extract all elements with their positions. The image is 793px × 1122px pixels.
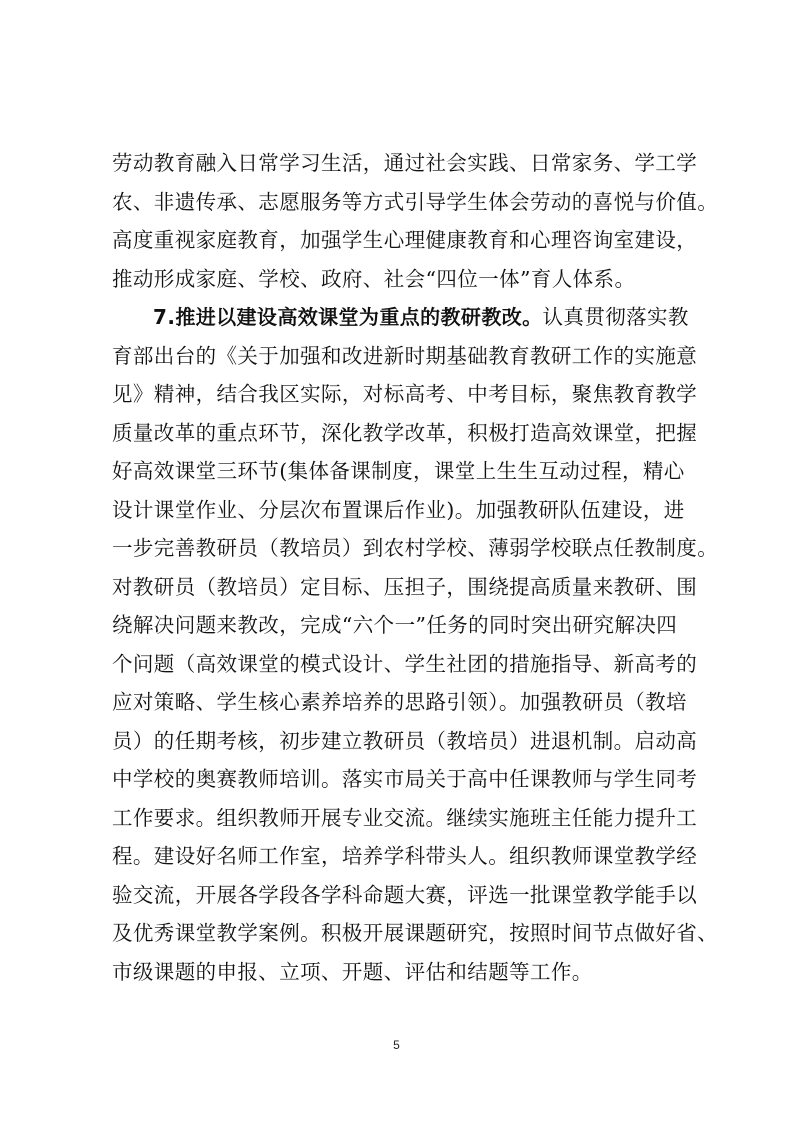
text-line: 推动形成家庭、学校、政府、社会“四位一体”育人体系。 (112, 266, 636, 291)
text-line: 验交流，开展各学段各学科命题大赛，评选一批课堂教学能手以 (112, 882, 698, 907)
text-line: 员）的任期考核，初步建立教研员（教培员）进退机制。启动高 (112, 728, 698, 753)
body-text (112, 144, 719, 991)
text-line: 见》精神，结合我区实际，对标高考、中考目标，聚焦教育教学 (112, 382, 698, 406)
text-line: 绕解决问题来教改，完成“六个一”任务的同时突出研究解决四 (112, 613, 678, 637)
section-7-first-line (112, 298, 702, 337)
text-line: 好高效课堂三环节(集体备课制度，课堂上生生互动过程，精心 (112, 459, 685, 483)
text-line: 高度重视家庭教育，加强学生心理健康教育和心理咨询室建设， (112, 228, 698, 252)
text-line: 应对策略、学生核心素养培养的思路引领）。加强教研员（教培 (112, 690, 687, 714)
text-line: 程。建设好名师工作室，培养学科带头人。组织教师课堂教学经 (112, 844, 698, 868)
text-line: 对教研员（教培员）定目标、压担子，围绕提高质量来教研、围 (112, 574, 698, 599)
text-line: 劳动教育融入日常学习生活，通过社会实践、日常家务、学工学 (112, 151, 698, 175)
text-line: 育部出台的《关于加强和改进新时期基础教育教研工作的实施意 (112, 343, 698, 368)
text-line: 及优秀课堂教学案例。积极开展课题研究，按照时间节点做好省、 (112, 921, 719, 945)
text-line: 质量改革的重点环节，深化教学改革，积极打造高效课堂，把握 (112, 420, 698, 445)
text-line: 设计课堂作业、分层次布置课后作业)。加强教研队伍建设，进 (112, 497, 685, 522)
text-line: 个问题（高效课堂的模式设计、学生社团的措施指导、新高考的 (112, 651, 698, 676)
text-line: 市级课题的申报、立项、开题、评估和结题等工作。 (112, 959, 593, 984)
page-number: 5 (393, 1038, 400, 1052)
section-text-start: 认真贯彻落实教 (542, 305, 689, 329)
text-line: 农、非遗传承、志愿服务等方式引导学生体会劳动的喜悦与价值。 (112, 189, 719, 214)
text-line: 一步完善教研员（教培员）到农村学校、薄弱学校联点任教制度。 (112, 536, 719, 560)
section-heading: 7.推进以建设高效课堂为重点的教研教改。 (153, 305, 543, 329)
text-line: 中学校的奥赛教师培训。落实市局关于高中任课教师与学生同考 (112, 767, 698, 791)
text-line: 工作要求。组织教师开展专业交流。继续实施班主任能力提升工 (112, 805, 698, 830)
